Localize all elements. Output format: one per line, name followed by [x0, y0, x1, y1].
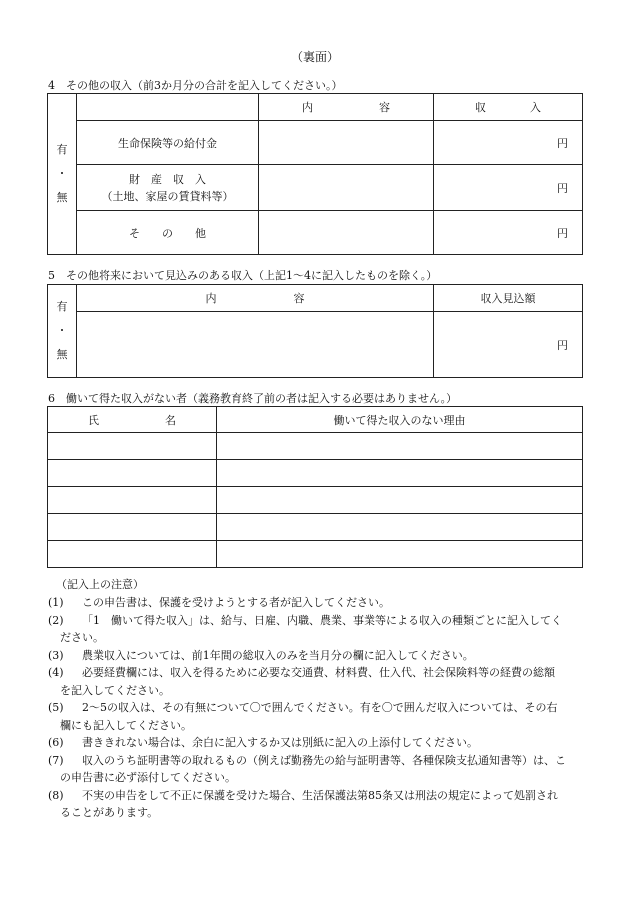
- section4-content-cell[interactable]: [259, 121, 434, 165]
- note-item: (1) この申告書は、保護を受けようとする者が記入してください。: [48, 596, 390, 609]
- section6-col-name: 氏 名: [48, 407, 217, 433]
- section5-col-expected: 収入見込額: [434, 285, 583, 312]
- note-item: (3) 農業収入については、前1年間の総収入のみを当月分の欄に記入してください。: [48, 648, 474, 662]
- note-item-cont: ることがあります。: [60, 806, 159, 819]
- section4-table: [47, 93, 583, 255]
- note-item-cont: の申告書に必ず添付してください。: [60, 771, 236, 784]
- section4-col-income: 収 入: [434, 94, 583, 121]
- name-cell[interactable]: [48, 460, 217, 487]
- section6-table: [47, 406, 583, 568]
- reason-cell[interactable]: [217, 541, 583, 568]
- note-item: (5) 2～5の収入は、その有無について〇で囲んでください。有を〇で囲んだ収入については、その右: [48, 701, 558, 714]
- note-item: (7) 収入のうち証明書等の取れるもの（例えば勤務先の給与証明書等、各種保険支払通知書等）は、こ: [48, 753, 566, 767]
- section6-heading: 6 働いて得た収入がない者（義務教育終了前の者は記入する必要はありません。）: [48, 392, 458, 405]
- note-item: (2) 「1 働いて得た収入」は、給与、日雇、内職、農業、事業等による収入の種類ごとに記入してく: [48, 613, 562, 627]
- name-cell[interactable]: [48, 487, 217, 514]
- section6-col-reason: 働いて得た収入のない理由: [217, 407, 583, 433]
- name-cell[interactable]: [48, 514, 217, 541]
- name-cell[interactable]: [48, 541, 217, 568]
- section4-income-cell[interactable]: 円: [434, 211, 583, 255]
- note-item: (4) 必要経費欄には、収入を得るために必要な交通費、材料費、仕入代、社会保険料等の経費の総額: [48, 666, 555, 679]
- notes-title: （記入上の注意）: [56, 578, 144, 591]
- section5-heading: 5 その他将来において見込みのある収入（上記1～4に記入したものを除く。）: [48, 269, 438, 282]
- section5-expected-cell[interactable]: 円: [434, 312, 583, 378]
- note-item: (8) 不実の申告をして不正に保護を受けた場合、生活保護法第85条又は刑法の規定によって処罰され: [48, 788, 558, 802]
- section5-presence[interactable]: 有 ・ 無: [48, 285, 77, 378]
- section4-col-content: 内 容: [259, 94, 434, 121]
- section5-table: [47, 284, 583, 378]
- section4-row-label: 財 産 収 入 （土地、家屋の賃貸料等）: [77, 165, 259, 211]
- note-item: (6) 書ききれない場合は、余白に記入するか又は別紙に記入の上添付してください。: [48, 736, 478, 749]
- page-title: （裏面）: [290, 50, 339, 64]
- note-item-cont: を記入してください。: [60, 683, 170, 697]
- section4-content-cell[interactable]: [259, 165, 434, 211]
- section4-heading: 4 その他の収入（前3か月分の合計を記入してください。）: [48, 79, 343, 92]
- section4-content-cell[interactable]: [259, 211, 434, 255]
- note-item-cont: 欄にも記入してください。: [60, 718, 192, 732]
- section4-row-label: 生命保険等の給付金: [77, 121, 259, 165]
- reason-cell[interactable]: [217, 514, 583, 541]
- section4-presence[interactable]: 有 ・ 無: [48, 94, 77, 255]
- reason-cell[interactable]: [217, 433, 583, 460]
- section4-income-cell[interactable]: 円: [434, 165, 583, 211]
- section4-row-label: そ の 他: [77, 211, 259, 255]
- note-item-cont: ださい。: [60, 631, 104, 644]
- notes-list: [48, 594, 588, 822]
- section5-col-content: 内 容: [77, 285, 434, 312]
- section5-content-cell[interactable]: [77, 312, 434, 378]
- reason-cell[interactable]: [217, 460, 583, 487]
- section4-income-cell[interactable]: 円: [434, 121, 583, 165]
- reason-cell[interactable]: [217, 487, 583, 514]
- name-cell[interactable]: [48, 433, 217, 460]
